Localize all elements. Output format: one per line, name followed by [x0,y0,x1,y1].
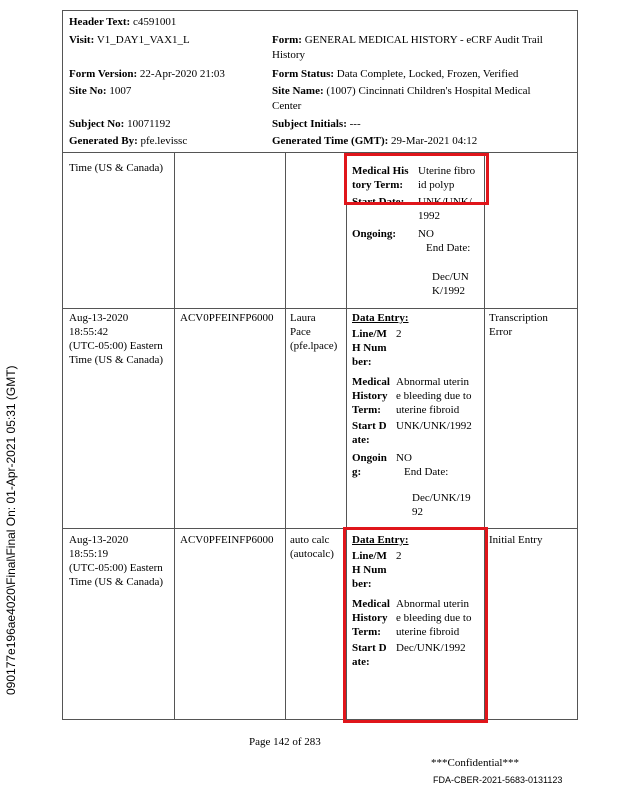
row3-start-date: Dec/UNK/1992 [396,642,466,654]
header-text-row: Header Text: c4591001 [69,16,177,28]
row2-data-entry: Data Entry: Line/M H Num ber: 2 Medical History Term: Abnormal uterin e bleeding due to uterine fibroid Start D ate: UNK/UNK/1992 Ongoin g: NO End Date: Dec/UNK/19 92 [352,312,472,518]
row1-mh-term: Uterine fibro [418,165,476,177]
row1-end-label: End Date: [426,242,471,254]
row1-ongoing: NO [418,228,434,240]
row3-mh-term: Abnormal uterin e bleeding due to uterine fibroid [396,598,472,638]
row2-id: ACV0PFEINFP6000 [180,312,274,324]
row3-section: Data Entry: [352,534,409,546]
visit-row: Visit: V1_DAY1_VAX1_L [69,34,190,46]
confidential-mark: ***Confidential*** [431,757,519,769]
site-name-cont: Center [272,100,302,112]
side-stamp [2,350,22,700]
form-version-row: Form Version: 22-Apr-2020 21:03 [69,68,225,80]
row3-id: ACV0PFEINFP6000 [180,534,274,546]
row2-ongoing: NO [396,452,412,464]
doc-id: FDA-CBER-2021-5683-0131123 [433,775,563,785]
row2-start-date: UNK/UNK/1992 [396,420,472,432]
highlight-box [343,527,488,723]
row1-data-entry: Medical His tory Term: Uterine fibro id polyp Start Date: UNK/UNK/ 1992 Ongoing: NO End Date: Dec/UN K/1992 [352,165,476,297]
row1-end-date: Dec/UN [432,271,469,283]
row2-section: Data Entry: [352,312,409,324]
col-divider [285,152,286,719]
page-number: Page 142 of 283 [249,736,321,748]
subject-initials-row: Subject Initials: --- [272,118,361,130]
site-no-row: Site No: 1007 [69,85,132,97]
row2-end-date: Dec/UNK/19 92 [412,492,471,518]
row3-user: auto calc (autocalc) [290,534,334,560]
row2-user: Laura Pace (pfe.lpace) [290,312,338,352]
col-divider [174,152,175,719]
generated-by-row: Generated By: pfe.levissc [69,135,188,147]
subject-no-row: Subject No: 10071192 [69,118,171,130]
audit-trail-page [62,10,578,720]
form-row: Form: GENERAL MEDICAL HISTORY - eCRF Audit Trail [272,34,543,46]
row2-end-label: End Date: [404,466,449,478]
form-header [63,11,577,153]
form-status-row: Form Status: Data Complete, Locked, Frozen, Verified [272,68,519,80]
row-divider [63,308,577,309]
row1-start-date: UNK/UNK/ [418,196,472,208]
row2-time: Aug-13-2020 18:55:42 (UTC-05:00) Eastern Time (US & Canada) [69,312,164,366]
row-divider [63,528,577,529]
row3-line-no: 2 [396,550,402,562]
row3-data-entry: Data Entry: Line/M H Num ber: 2 Medical History Term: Abnormal uterin e bleeding due to uterine fibroid Start D ate: Dec/UNK/1992 [352,534,472,668]
site-name-row: Site Name: (1007) Cincinnati Children's Hospital Medical [272,85,531,97]
generated-time-row: Generated Time (GMT): 29-Mar-2021 04:12 [272,135,478,147]
row3-time: Aug-13-2020 18:55:19 (UTC-05:00) Eastern Time (US & Canada) [69,534,164,588]
row3-reason: Initial Entry [489,534,543,546]
row2-line-no: 2 [396,328,402,340]
row1-time: Time (US & Canada) [69,162,164,174]
highlight-box [344,153,489,205]
row2-mh-term: Abnormal uterin e bleeding due to uterine fibroid [396,376,472,416]
side-stamp-text: 090177e196ae4020\Final\Final On: 01-Apr-2021 05:31 (GMT) [4,365,18,695]
row2-reason: Transcription Error [489,312,548,338]
form-row-cont: History [272,49,305,61]
